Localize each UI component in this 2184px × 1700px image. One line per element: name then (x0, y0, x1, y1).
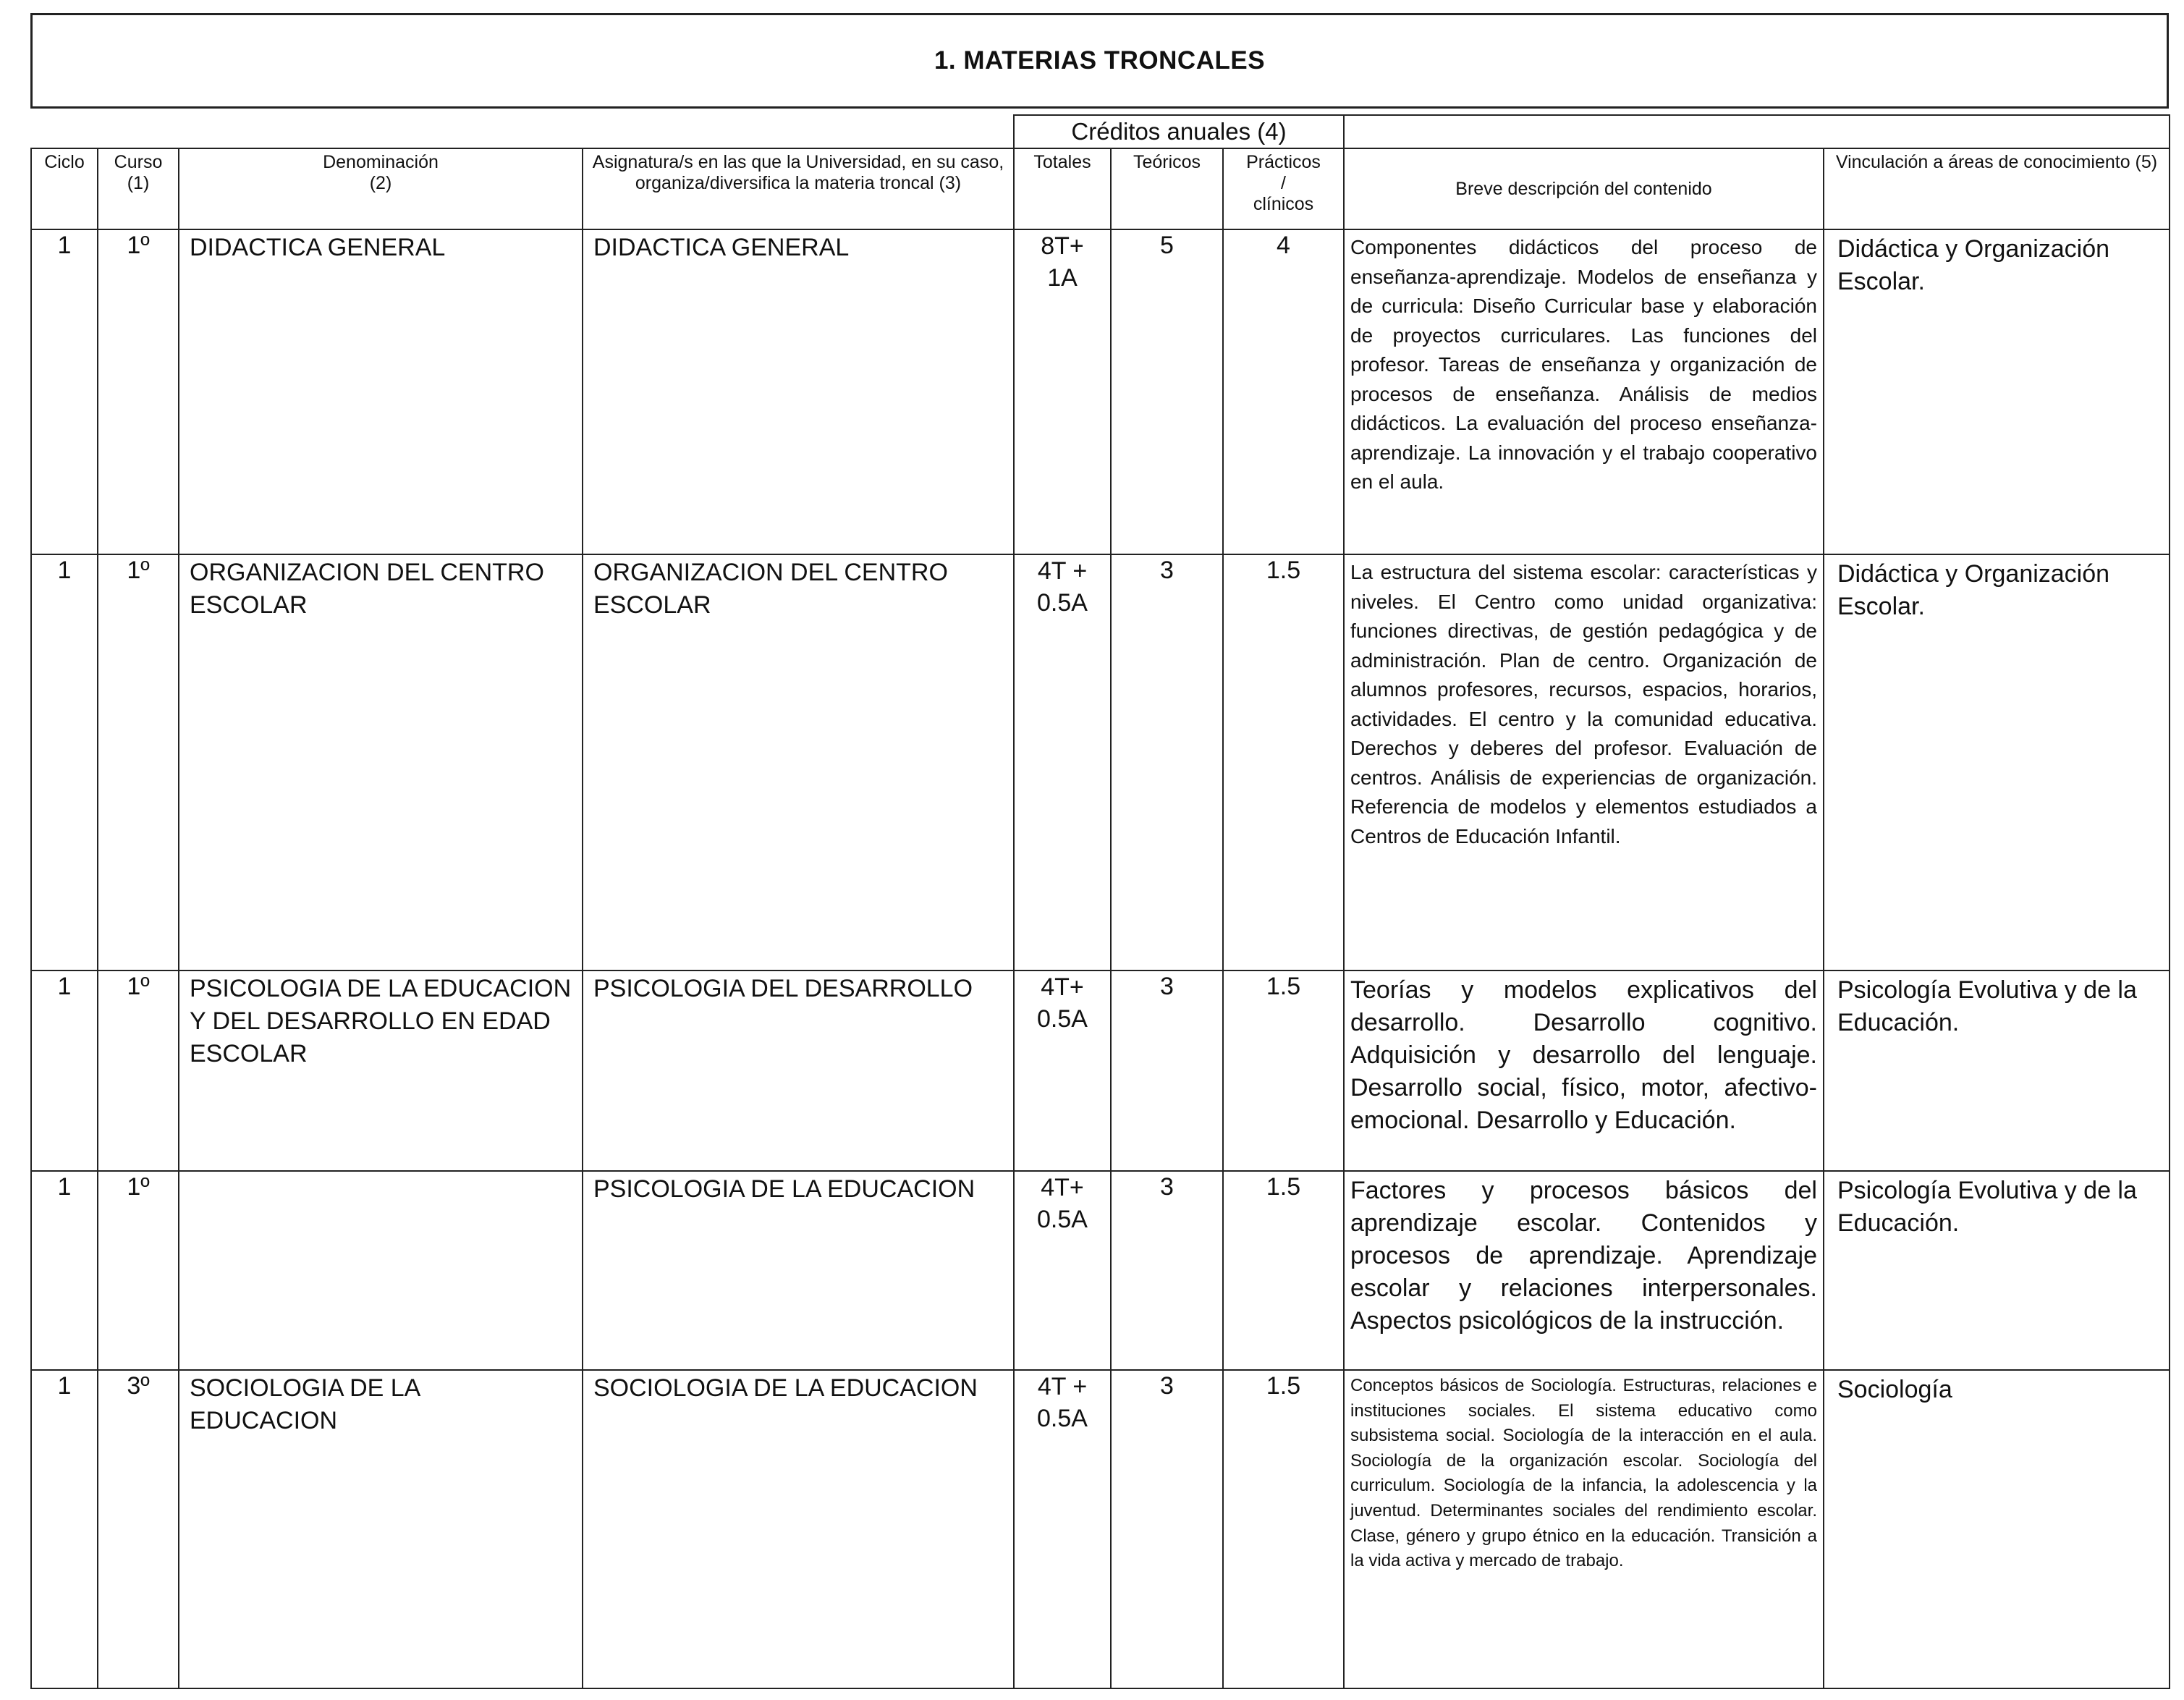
header-practicos: Prácticos / clínicos (1223, 148, 1344, 229)
cell-descripcion: Teorías y modelos explicativos del desarrollo. Desarrollo cognitivo. Adquisición y desarrollo del lenguaje. Desarrollo social, físico, motor, afectivo-emocional. Desarrollo y Educación. (1344, 970, 1824, 1171)
table-row (31, 229, 2170, 554)
header-asignatura: Asignatura/s en las que la Universidad, en su caso, organiza/diversifica la materia troncal (3) (583, 148, 1014, 229)
cell-ciclo: 1 (31, 1171, 98, 1370)
table-row (31, 1171, 2170, 1370)
cell-asignatura: DIDACTICA GENERAL (583, 229, 1014, 554)
cell-denominacion: DIDACTICA GENERAL (179, 229, 583, 554)
cell-curso: 1º (98, 970, 179, 1171)
cell-denominacion: PSICOLOGIA DE LA EDUCACION Y DEL DESARROLLO EN EDAD ESCOLAR (179, 970, 583, 1171)
header-spacer-right (1344, 115, 2170, 148)
header-spacer (31, 115, 1014, 148)
table-row (31, 1370, 2170, 1688)
cell-teoricos: 3 (1111, 554, 1223, 970)
cell-curso: 3º (98, 1370, 179, 1688)
cell-vinculacion: Psicología Evolutiva y de la Educación. (1824, 1171, 2170, 1370)
cell-denominacion (179, 1171, 583, 1370)
cell-ciclo: 1 (31, 554, 98, 970)
cell-practicos: 4 (1223, 229, 1344, 554)
cell-ciclo: 1 (31, 970, 98, 1171)
cell-practicos: 1.5 (1223, 554, 1344, 970)
header-totales: Totales (1014, 148, 1111, 229)
title-box (30, 13, 2169, 109)
credits-header-row (31, 115, 2170, 148)
cell-teoricos: 3 (1111, 1370, 1223, 1688)
cell-vinculacion: Psicología Evolutiva y de la Educación. (1824, 970, 2170, 1171)
credits-header: Créditos anuales (4) (1014, 115, 1344, 148)
cell-practicos: 1.5 (1223, 970, 1344, 1171)
header-curso: Curso (1) (98, 148, 179, 229)
cell-teoricos: 3 (1111, 970, 1223, 1171)
cell-descripcion: La estructura del sistema escolar: características y niveles. El Centro como unidad organizativa: funciones directivas, de gestión pedagógica y de administración. Plan de centro. Organización de alumnos profesores, recursos, espacios, horarios, actividades. El centro y la comunidad educativa. Derechos y deberes del profesor. Evaluación de centros. Análisis de experiencias de organización. Referencia de modelos y elementos estudiados a Centros de Educación Infantil. (1344, 554, 1824, 970)
cell-teoricos: 5 (1111, 229, 1223, 554)
cell-teoricos: 3 (1111, 1171, 1223, 1370)
cell-totales: 8T+ 1A (1014, 229, 1111, 554)
cell-denominacion: SOCIOLOGIA DE LA EDUCACION (179, 1370, 583, 1688)
cell-vinculacion: Sociología (1824, 1370, 2170, 1688)
cell-curso: 1º (98, 229, 179, 554)
table-row (31, 554, 2170, 970)
header-denominacion: Denominación (2) (179, 148, 583, 229)
cell-ciclo: 1 (31, 229, 98, 554)
cell-curso: 1º (98, 554, 179, 970)
cell-practicos: 1.5 (1223, 1171, 1344, 1370)
cell-totales: 4T + 0.5A (1014, 554, 1111, 970)
header-descripcion: Breve descripción del contenido (1344, 148, 1824, 229)
cell-vinculacion: Didáctica y Organización Escolar. (1824, 229, 2170, 554)
cell-denominacion: ORGANIZACION DEL CENTRO ESCOLAR (179, 554, 583, 970)
cell-descripcion: Factores y procesos básicos del aprendizaje escolar. Contenidos y procesos de aprendizaje. Aprendizaje escolar y relaciones interpersonales. Aspectos psicológicos de la instrucción. (1344, 1171, 1824, 1370)
cell-totales: 4T+ 0.5A (1014, 1171, 1111, 1370)
cell-ciclo: 1 (31, 1370, 98, 1688)
column-header-row (31, 148, 2170, 229)
header-vinculacion: Vinculación a áreas de conocimiento (5) (1824, 148, 2170, 229)
header-teoricos: Teóricos (1111, 148, 1223, 229)
cell-asignatura: PSICOLOGIA DE LA EDUCACION (583, 1171, 1014, 1370)
header-ciclo: Ciclo (31, 148, 98, 229)
troncales-table (30, 114, 2170, 1689)
cell-descripcion: Conceptos básicos de Sociología. Estructuras, relaciones e instituciones sociales. El sistema educativo como subsistema social. Sociología de la interacción en el aula. Sociología de la organización escolar. Sociología del curriculum. Sociología de la infancia, la adolescencia y la juventud. Determinantes sociales del rendimiento escolar. Clase, género y grupo étnico en la educación. Transición a la vida activa y mercado de trabajo. (1344, 1370, 1824, 1688)
cell-totales: 4T + 0.5A (1014, 1370, 1111, 1688)
table-row (31, 970, 2170, 1171)
cell-totales: 4T+ 0.5A (1014, 970, 1111, 1171)
cell-asignatura: PSICOLOGIA DEL DESARROLLO (583, 970, 1014, 1171)
cell-vinculacion: Didáctica y Organización Escolar. (1824, 554, 2170, 970)
cell-curso: 1º (98, 1171, 179, 1370)
cell-asignatura: ORGANIZACION DEL CENTRO ESCOLAR (583, 554, 1014, 970)
page-title: 1. MATERIAS TRONCALES (934, 46, 1266, 75)
cell-asignatura: SOCIOLOGIA DE LA EDUCACION (583, 1370, 1014, 1688)
cell-descripcion: Componentes didácticos del proceso de enseñanza-aprendizaje. Modelos de enseñanza y de curricula: Diseño Curricular base y elaboración de proyectos curriculares. Las funciones del profesor. Tareas de enseñanza y organización de procesos de enseñanza. Análisis de medios didácticos. La evaluación del proceso enseñanza-aprendizaje. La innovación y el trabajo cooperativo en el aula. (1344, 229, 1824, 554)
cell-practicos: 1.5 (1223, 1370, 1344, 1688)
